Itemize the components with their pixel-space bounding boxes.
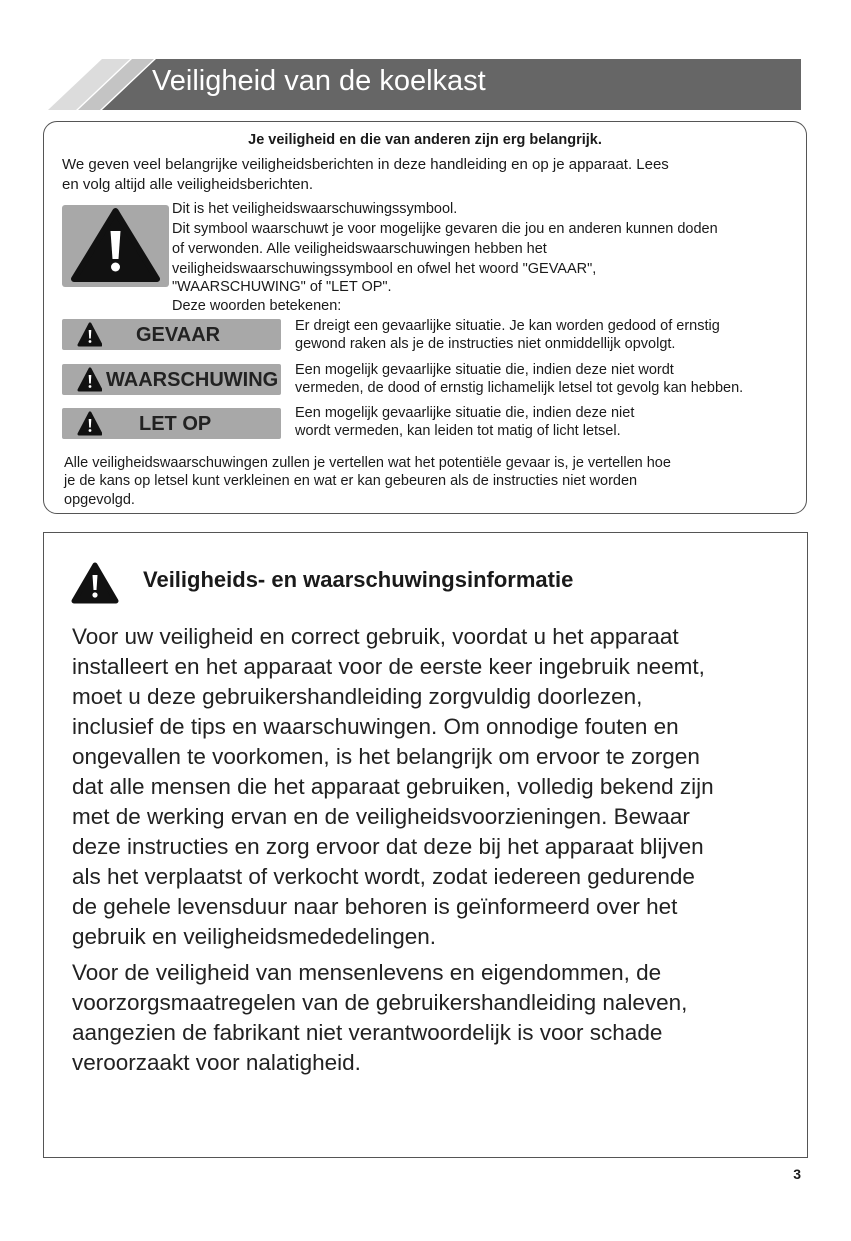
signal-desc-line: Een mogelijk gevaarlijke situatie die, indien deze niet wordt (295, 362, 674, 378)
warning-triangle-icon (71, 561, 119, 605)
safety-alert-symbol (62, 205, 169, 287)
paragraph-line: veroorzaakt voor nalatigheid. (72, 1050, 361, 1075)
paragraph-line: moet u deze gebruikershandleiding zorgvuldig doorlezen, (72, 684, 643, 709)
signal-gevaar (62, 319, 281, 350)
warning-triangle-icon (62, 408, 102, 439)
paragraph-line: inclusief de tips en waarschuwingen. Om onnodige fouten en (72, 714, 679, 739)
info-paragraph-2 (72, 958, 792, 1078)
intro-line: We geven veel belangrijke veiligheidsberichten in deze handleiding en op je apparaat. Lees (62, 156, 669, 173)
info-paragraph-1 (72, 622, 792, 952)
paragraph-line: installeert en het apparaat voor de eerste keer ingebruik neemt, (72, 654, 705, 679)
paragraph-line: de gehele levensduur naar behoren is geïnformeerd over het (72, 894, 678, 919)
safety-info-box (43, 532, 808, 1158)
warning-triangle-icon (62, 364, 102, 395)
signal-desc-line: vermeden, de dood of ernstig lichamelijk letsel tot gevolg kan hebben. (295, 380, 744, 396)
signal-label: WAARSCHUWING (106, 369, 279, 391)
page-title: Veiligheid van de koelkast (152, 65, 486, 97)
paragraph-line: Voor uw veiligheid en correct gebruik, voordat u het apparaat (72, 624, 679, 649)
warning-triangle-icon (62, 205, 169, 287)
symbol-text-line: Dit is het veiligheidswaarschuwingssymbool. (172, 201, 458, 217)
signal-desc-line: wordt vermeden, kan leiden tot matig of licht letsel. (295, 423, 621, 439)
signal-label: LET OP (139, 413, 212, 435)
paragraph-line: aangezien de fabrikant niet verantwoordelijk is voor schade (72, 1020, 663, 1045)
signal-desc-line: Een mogelijk gevaarlijke situatie die, indien deze niet (295, 405, 635, 421)
signal-waarschuwing (62, 364, 281, 395)
footer-line: Alle veiligheidswaarschuwingen zullen je vertellen wat het potentiële gevaar is, je vertellen hoe (64, 455, 671, 471)
footer-line: opgevolgd. (64, 492, 135, 508)
paragraph-line: voorzorgsmaatregelen van de gebruikershandleiding naleven, (72, 990, 688, 1015)
paragraph-line: deze instructies en zorg ervoor dat deze bij het apparaat blijven (72, 834, 704, 859)
symbol-text-line: of verwonden. Alle veiligheidswaarschuwingen hebben het (172, 241, 547, 257)
warning-triangle-icon (62, 319, 102, 350)
signal-desc-line: gewond raken als je de instructies niet onmiddellijk opvolgt. (295, 336, 676, 352)
page-header (48, 59, 801, 110)
intro-line: en volg altijd alle veiligheidsberichten. (62, 176, 313, 193)
paragraph-line: als het verplaatst of verkocht wordt, zodat iedereen gedurende (72, 864, 695, 889)
paragraph-line: ongevallen te voorkomen, is het belangrijk om ervoor te zorgen (72, 744, 700, 769)
footer-line: je de kans op letsel kunt verkleinen en wat er kan gebeuren als de instructies niet worden (64, 473, 638, 489)
signal-let-op (62, 408, 281, 439)
symbol-text-line: veiligheidswaarschuwingssymbool en ofwel het woord "GEVAAR", (172, 261, 597, 277)
signal-desc-line: Er dreigt een gevaarlijke situatie. Je kan worden gedood of ernstig (295, 318, 720, 334)
section-title: Veiligheids- en waarschuwingsinformatie (143, 567, 574, 592)
paragraph-line: Voor de veiligheid van mensenlevens en eigendommen, de (72, 960, 662, 985)
paragraph-line: gebruik en veiligheidsmededelingen. (72, 924, 436, 949)
signal-label: GEVAAR (136, 324, 221, 346)
intro-heading: Je veiligheid en die van anderen zijn erg belangrijk. (248, 132, 602, 148)
symbol-text-line: Deze woorden betekenen: (172, 298, 342, 314)
symbol-text-line: "WAARSCHUWING" of "LET OP". (172, 279, 392, 295)
paragraph-line: dat alle mensen die het apparaat gebruiken, volledig bekend zijn (72, 774, 714, 799)
paragraph-line: met de werking ervan en de veiligheidsvoorzieningen. Bewaar (72, 804, 690, 829)
safety-intro-box (43, 121, 807, 514)
page-number: 3 (793, 1166, 801, 1182)
symbol-text-line: Dit symbool waarschuwt je voor mogelijke gevaren die jou en anderen kunnen doden (172, 221, 718, 237)
